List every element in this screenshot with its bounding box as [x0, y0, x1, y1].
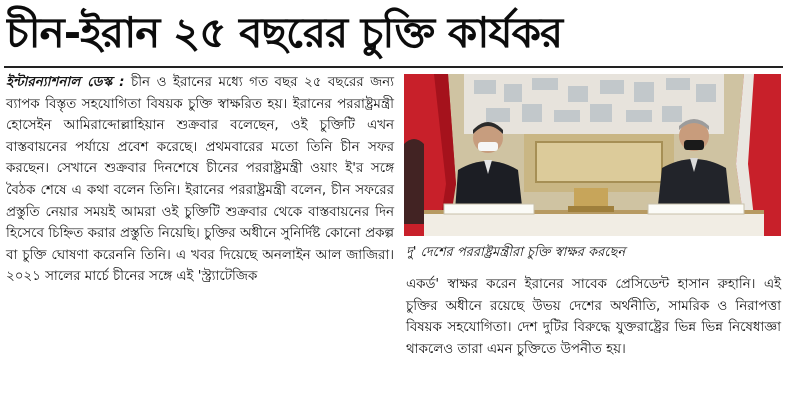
article-headline: চীন-ইরান ২৫ বছরের চুক্তি কার্যকর: [6, 8, 563, 57]
photo-caption: দু' দেশের পররাষ্ট্রমন্ত্রীরা চুক্তি স্বাক্ষর করছেন: [406, 245, 626, 260]
article-dateline: ইন্টারন্যাশনাল ডেস্ক :: [6, 75, 125, 90]
news-photo: [404, 74, 781, 236]
article-paragraph-left: [6, 72, 394, 288]
article-body-left: চীন ও ইরানের মধ্যে গত বছর ২৫ বছরের জন্য ব্যাপক বিস্তৃত সহযোগিতা বিষয়ক চুক্তি স্বাক্ষরিত হয়। ইরানের পররাষ্ট্রমন্ত্রী হোসেইন আমিরাব্দোল্লাহিয়ান শুক্রবার বলেছেন, ওই চুক্তিটি এখন বাস্তবায়নের পর্যায়ে প্রবেশ করেছে। প্রথমবারের মতো তিনি চীন সফর করছেন। সেখানে শুক্রবার দিনশেষে চীনের পররাষ্ট্রমন্ত্রী ওয়াং ই'র সঙ্গে বৈঠক শেষে এ কথা বলেন তিনি। ইরানের পররাষ্ট্রমন্ত্রী বলেন, চীন সফরের প্রস্তুতি নেয়ার সময়ই আমরা ওই চুক্তিটি শুক্রবার থেকে বাস্তবায়নের দিন হিসেবে চিহ্নিত করার প্রস্তুতি নিয়েছি। চুক্তির অধীনে সুনির্দিষ্ট কোনো প্রকল্প বা চুক্তি ঘোষণা করেননি তিনি। এ খবর দিয়েছে অনলাইন আল জাজিরা। ২০২১ সালের মার্চে চীনের সঙ্গে এই 'স্ট্র্যাটেজিক: [6, 75, 394, 285]
right-document: [648, 204, 744, 214]
signing-table: [424, 212, 764, 236]
desk-ornament: [574, 188, 608, 208]
article-body-right: একর্ড' স্বাক্ষর করেন ইরানের সাবেক প্রেসিডেন্ট হাসান রুহানি। এই চুক্তির অধীনে রয়েছে উভয় দেশের অর্থনীতি, সামরিক ও নিরাপত্তা বিষয়ক সহযোগিতা। দেশ দুটির বিরুদ্ধে যুক্তরাষ্ট্রের ভিন্ন ভিন্ন নিষেধাজ্ঞা থাকলেও তারা এমন চুক্তিতে উপনীত হয়।: [406, 277, 781, 357]
article-body-right-column: [406, 274, 781, 402]
signing-ceremony-illustration: [404, 74, 781, 236]
article-body-left-column: [6, 72, 394, 402]
headline-divider: [4, 66, 783, 68]
left-document: [444, 204, 534, 214]
